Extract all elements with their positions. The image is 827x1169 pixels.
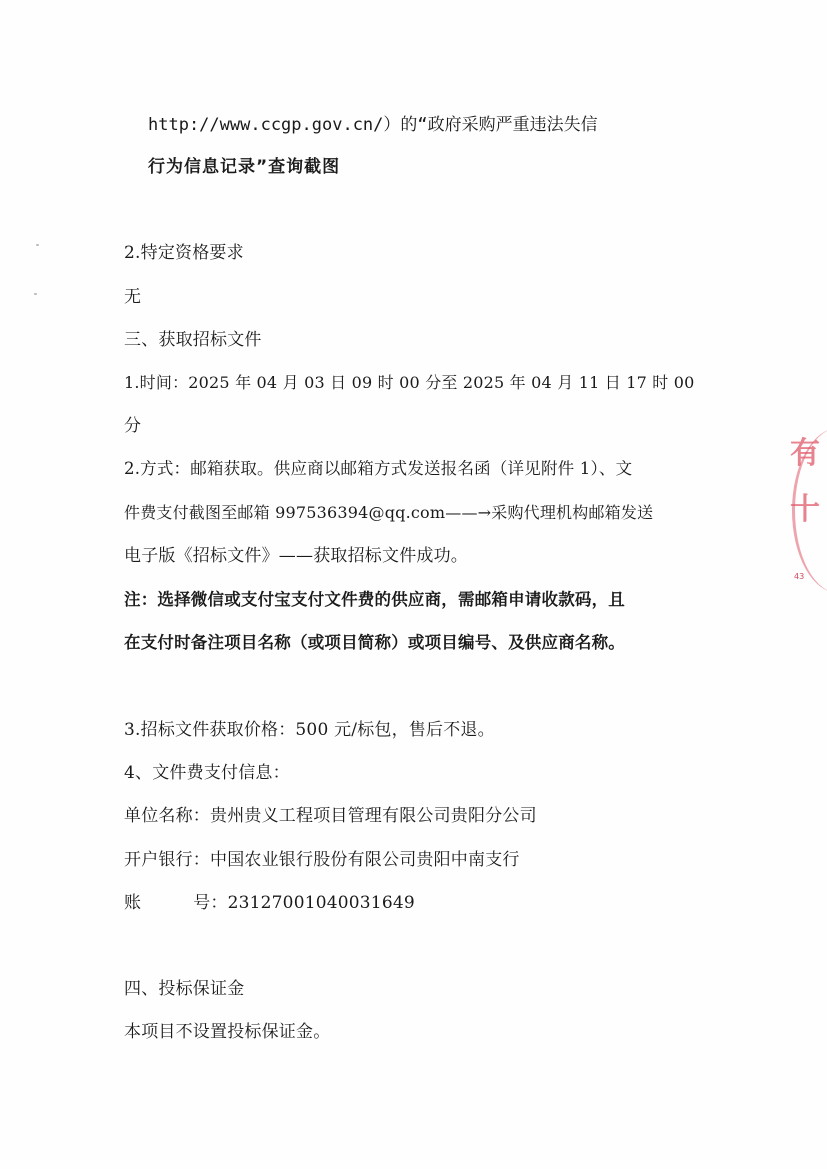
- official-seal-fragment: [786, 428, 827, 598]
- url-line-continued: 行为信息记录”查询截图: [148, 157, 341, 177]
- scan-speck: [36, 244, 39, 246]
- seal-number: 43: [794, 572, 805, 581]
- method-line-2: 件费支付截图至邮箱 997536394@qq.com——→采购代理机构邮箱发送: [124, 503, 654, 522]
- time-line-2: 分: [124, 416, 142, 436]
- price-line: 3.招标文件获取价格：500 元/标包，售后不退。: [124, 720, 495, 740]
- section-2-title: 2.特定资格要求: [124, 243, 244, 263]
- method-line-1: 2.方式：邮箱获取。供应商以邮箱方式发送报名函（详见附件 1）、文: [124, 459, 633, 478]
- bank-name: 开户银行：中国农业银行股份有限公司贵阳中南支行: [124, 850, 520, 870]
- account-label-a: 账: [124, 893, 142, 913]
- time-line-1: 1.时间：2025 年 04 月 03 日 09 时 00 分至 2025 年 04 月 11 日 17 时 00: [124, 373, 695, 392]
- section-4-title: 四、投标保证金: [124, 979, 245, 999]
- note-line-1: 注：选择微信或支付宝支付文件费的供应商，需邮箱申请收款码，且: [124, 590, 625, 609]
- url-line: http://www.ccgp.gov.cn/）的“政府采购严重违法失信: [148, 115, 598, 135]
- scan-speck: [34, 293, 37, 295]
- payment-info-title: 4、文件费支付信息：: [124, 763, 290, 783]
- account-label-b: 号：23127001040031649: [193, 893, 415, 913]
- method-line-3: 电子版《招标文件》——获取招标文件成功。: [124, 546, 468, 566]
- unit-name: 单位名称：贵州贵义工程项目管理有限公司贵阳分公司: [124, 806, 537, 826]
- seal-character: 十: [790, 492, 820, 527]
- section-2-body: 无: [124, 287, 142, 307]
- section-4-body: 本项目不设置投标保证金。: [124, 1022, 331, 1042]
- note-line-2: 在支付时备注项目名称（或项目简称）或项目编号、及供应商名称。: [124, 633, 625, 652]
- seal-character: 有: [790, 436, 820, 471]
- section-3-title: 三、获取招标文件: [124, 330, 262, 350]
- account-number: [124, 891, 415, 915]
